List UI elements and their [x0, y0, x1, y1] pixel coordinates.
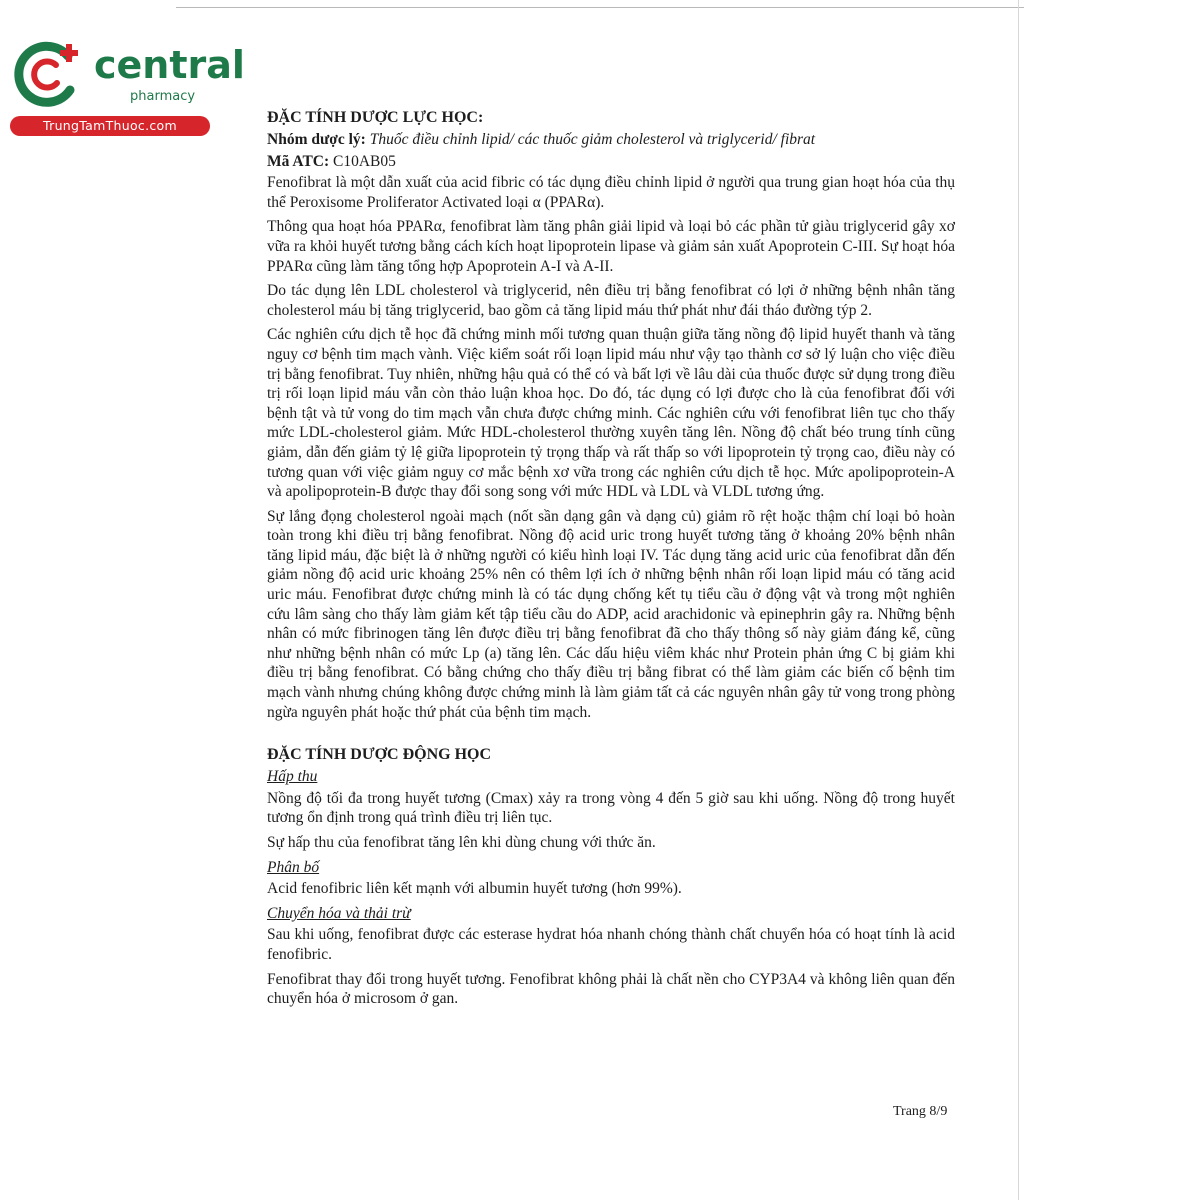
subheading-absorption: Hấp thu	[267, 768, 318, 786]
document-body	[267, 108, 955, 1014]
atc-code	[267, 152, 955, 172]
logo-brand-text: central	[94, 43, 245, 87]
central-pharmacy-logo[interactable]	[10, 38, 245, 138]
atc-label: Mã ATC:	[267, 152, 330, 170]
pharmacy-cross-c-logo-icon	[10, 38, 90, 110]
scan-edge-top	[176, 7, 1024, 8]
group-label: Nhóm dược lý:	[267, 131, 366, 148]
logo-sub-text: pharmacy	[130, 89, 196, 104]
paragraph: Thông qua hoạt hóa PPARα, fenofibrat làm tăng phân giải lipid và loại bỏ các phần tử giàu triglycerid gây xơ vữa ra khỏi huyết tương bằng cách kích hoạt lipoprotein lipase và giảm sản xuất Apoprotein C-III. Sự hoạt hóa PPARα cũng làm tăng tổng hợp Apoprotein A-I và A-II.	[267, 218, 955, 275]
paragraph: Sự hấp thu của fenofibrat tăng lên khi dùng chung với thức ăn.	[267, 834, 656, 851]
atc-value: C10AB05	[333, 152, 396, 170]
paragraph: Fenofibrat thay đổi trong huyết tương. Fenofibrat không phải là chất nền cho CYP3A4 và không liên quan đến chuyển hóa ở microsom ở gan.	[267, 970, 955, 1008]
group-value: Thuốc điều chỉnh lipid/ các thuốc giảm cholesterol và triglycerid/ fibrat	[369, 131, 816, 148]
logo-banner[interactable]: TrungTamThuoc.com	[10, 116, 210, 136]
section-title-pharmacodynamics: ĐẶC TÍNH DƯỢC LỰC HỌC:	[267, 109, 484, 126]
paragraph: Các nghiên cứu dịch tễ học đã chứng minh mối tương quan thuận giữa tăng nồng độ lipid huyết thanh và tăng nguy cơ bệnh tim mạch vành. Việc kiểm soát rối loạn lipid máu như vậy tạo thành cơ sở lý luận cho việc điều trị bằng fenofibrat. Tuy nhiên, những hậu quả có thể có và bất lợi về lâu dài của thuốc được sử dụng trong điều trị rối loạn lipid máu vẫn còn thảo luận khoa học. Do đó, tác dụng có lợi được cho là của fenofibrat đối với bệnh tật và tử vong do tim mạch vẫn chưa được chứng minh. Các nghiên cứu với fenofibrat liên tục cho thấy mức LDL-cholesterol giảm. Mức HDL-cholesterol thường xuyên tăng lên. Nồng độ chất béo trung tính cũng giảm, dẫn đến giảm tỷ lệ giữa lipoprotein tỷ trọng thấp và rất thấp so với lipoprotein tỷ trọng cao, điều này có tương quan với việc giảm nguy cơ mắc bệnh xơ vữa trong các nghiên cứu dịch tễ học. Mức apolipoprotein-A và apolipoprotein-B được thay đổi song song với mức HDL và LDL và VLDL tương ứng.	[267, 326, 955, 501]
scan-edge-right	[1018, 0, 1019, 1200]
paragraph: Sự lắng đọng cholesterol ngoài mạch (nốt sần dạng gân và dạng củ) giảm rõ rệt hoặc thậm chí loại bỏ hoàn toàn trong khi điều trị bằng fenofibrat. Nồng độ acid uric trong huyết tương tăng ở khoảng 20% bệnh nhân tăng lipid máu, đặc biệt là ở những người có kiểu hình loại IV. Tác dụng tăng acid uric của fenofibrat dẫn đến giảm nồng độ acid uric khoảng 25% nên có thêm lợi ích ở những bệnh nhân rối loạn lipid máu có tăng acid uric máu. Fenofibrat được chứng minh là có tác dụng chống kết tụ tiểu cầu ở động vật và trong một nghiên cứu lâm sàng cho thấy làm giảm kết tập tiểu cầu do ADP, acid arachidonic và epinephrin gây ra. Những bệnh nhân có mức fibrinogen tăng lên được điều trị bằng fenofibrat đã cho thấy thông số này giảm đáng kể, cũng như những bệnh nhân có mức Lp (a) tăng lên. Các dấu hiệu viêm khác như Protein phản ứng C bị giảm khi điều trị bằng fenofibrat. Có bằng chứng cho thấy điều trị bằng fibrat có thể làm giảm các biến cố bệnh tim mạch vành nhưng chúng không được chứng minh là làm giảm tất cả các nguyên nhân gây tử vong trong phòng ngừa nguyên phát hoặc thứ phát của bệnh tim mạch.	[267, 507, 955, 721]
paragraph: Do tác dụng lên LDL cholesterol và triglycerid, nên điều trị bằng fenofibrat có lợi ở những bệnh nhân tăng cholesterol máu bị tăng triglycerid, bao gồm cả tăng lipid máu thứ phát như đái tháo đường týp 2.	[267, 282, 955, 319]
section-gap	[267, 727, 955, 745]
paragraph: Fenofibrat là một dẫn xuất của acid fibric có tác dụng điều chỉnh lipid ở người qua trung gian hoạt hóa của thụ thể Peroxisome Proliferator Activated loại α (PPARα).	[267, 174, 955, 211]
pharmacologic-group	[267, 130, 955, 150]
subheading-metabolism: Chuyển hóa và thải trừ	[267, 904, 411, 922]
paragraph: Acid fenofibric liên kết mạnh với albumin huyết tương (hơn 99%).	[267, 880, 682, 898]
paragraph: Sau khi uống, fenofibrat được các esterase hydrat hóa nhanh chóng thành chất chuyển hóa có hoạt tính là acid fenofibric.	[267, 926, 955, 963]
subheading-distribution: Phân bố	[267, 858, 320, 876]
section-title-pharmacokinetics: ĐẶC TÍNH DƯỢC ĐỘNG HỌC	[267, 746, 492, 764]
page-number: Trang 8/9	[893, 1104, 948, 1119]
paragraph: Nồng độ tối đa trong huyết tương (Cmax) xảy ra trong vòng 4 đến 5 giờ sau khi uống. Nồng độ trong huyết tương ổn định trong quá trình điều trị liên tục.	[267, 789, 955, 827]
